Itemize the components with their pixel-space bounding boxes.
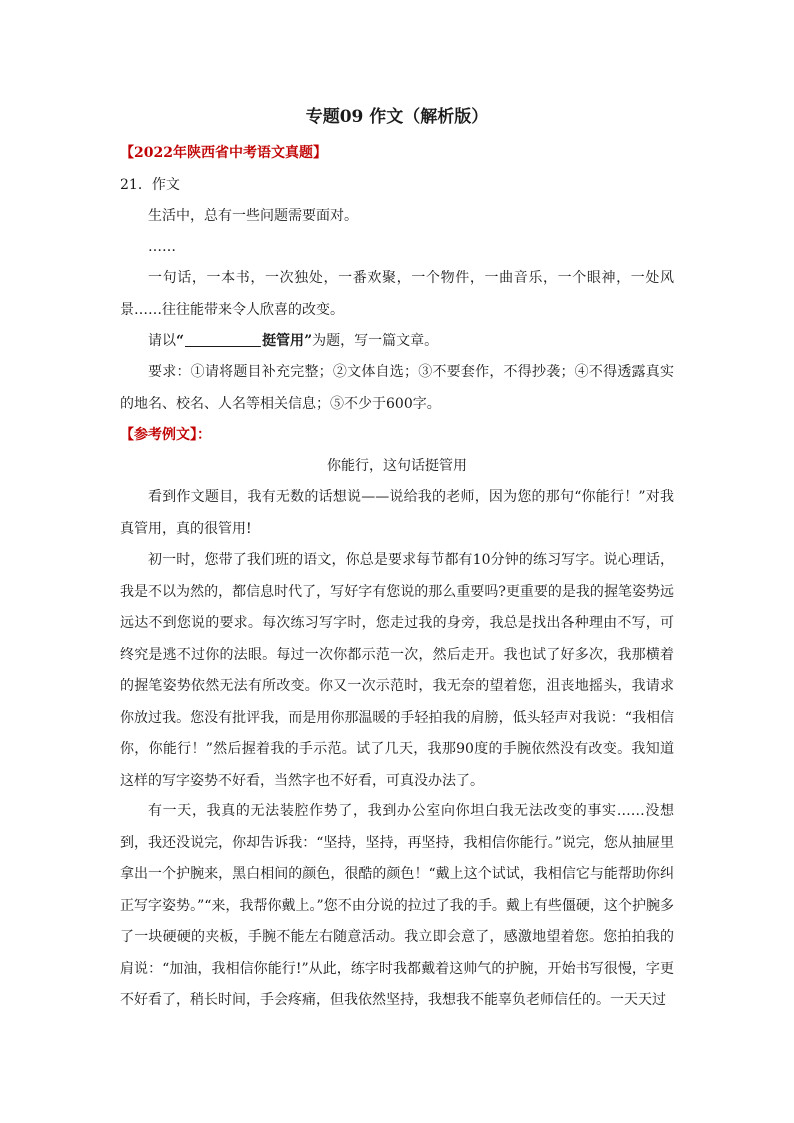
essay-title: 你能行，这句话挺管用 [327,458,467,474]
essay-paragraph-2: 初一时，您带了我们班的语文，你总是要求每节都有10分钟的练习写字。说心理话，我是不以为然的，都信息时代了，写好字有您说的那么重要吗?更重要的是我的握笔姿势远远达不到您说的要求。每次练习写字时，您走过我的身旁，我总是找出各种理由不写，可终究是逃不过你的法眼。每过一次你都示范一次，然后走开。我也试了好多次，我那横着的握笔姿势依然无法有所改变。你又一次示范时，我无奈的望着您，沮丧地摇头，我请求你放过我。您没有批评我，而是用你那温暖的手轻拍我的肩膀，低头轻声对我说：“我相信你，你能行！”然后握着我的手示范。试了几天，我那90度的手腕依然没有改变。我知道这样的写字姿势不好看，当然字也不好看，可真没办法了。 [120,552,674,789]
instruction-close-quote: ” [304,333,313,349]
instruction-open-quote: “ [176,333,185,349]
source-heading: 【2022年陕西省中考语文真题】 [120,145,327,161]
instruction-title-word: 挺管用 [262,333,305,349]
essay-paragraph-3: 有一天，我真的无法装腔作势了，我到办公室向你坦白我无法改变的事实……没想到，我还没说完，你却告诉我：“坚持，坚持，再坚持，我相信你能行。”说完，您从抽屉里拿出一个护腕来，黑白相间的颜色，很酷的颜色！“戴上这个试试，我相信它与能帮助你纠正写字姿势。”“来，我帮你戴上。”您不由分说的拉过了我的手。戴上有些僵硬，这个护腕多了一块硬硬的夹板，手腕不能左右随意活动。我立即会意了，感激地望着您。您拍拍我的肩说：“加油，我相信你能行!”从此，练字时我都戴着这帅气的护腕，开始书写很慢，字更不好看了，稍长时间，手会疼痛，但我依然坚持，我想我不能辜负老师信任的。一天天过 [120,803,674,1008]
question-number: 21．作文 [120,177,180,193]
sample-heading: 【参考例文】： [120,427,211,443]
prompt-ellipsis: …… [148,239,176,255]
instruction-prefix: 请以 [148,333,176,349]
prompt-requirements: 要求：①请将题目补充完整；②文体自选；③不要套作，不得抄袭；④不得透露真实的地名、校名、人名等相关信息；⑤不少于600字。 [120,364,674,412]
prompt-instruction [120,326,674,358]
instruction-suffix: 为题，写一篇文章。 [312,333,439,349]
prompt-line-1: 生活中，总有一些问题需要面对。 [148,208,358,224]
prompt-line-2: 一句话，一本书，一次独处，一番欢聚，一个物件，一曲音乐，一个眼神，一处风景……往往能带来令人欣喜的改变。 [120,270,674,318]
essay-paragraph-1: 看到作文题目，我有无数的话想说——说给我的老师，因为您的那句“你能行！”对我真管用，真的很管用! [120,489,674,537]
document-title: 专题09 作文（解析版） [305,107,489,127]
title-blank [185,332,261,347]
